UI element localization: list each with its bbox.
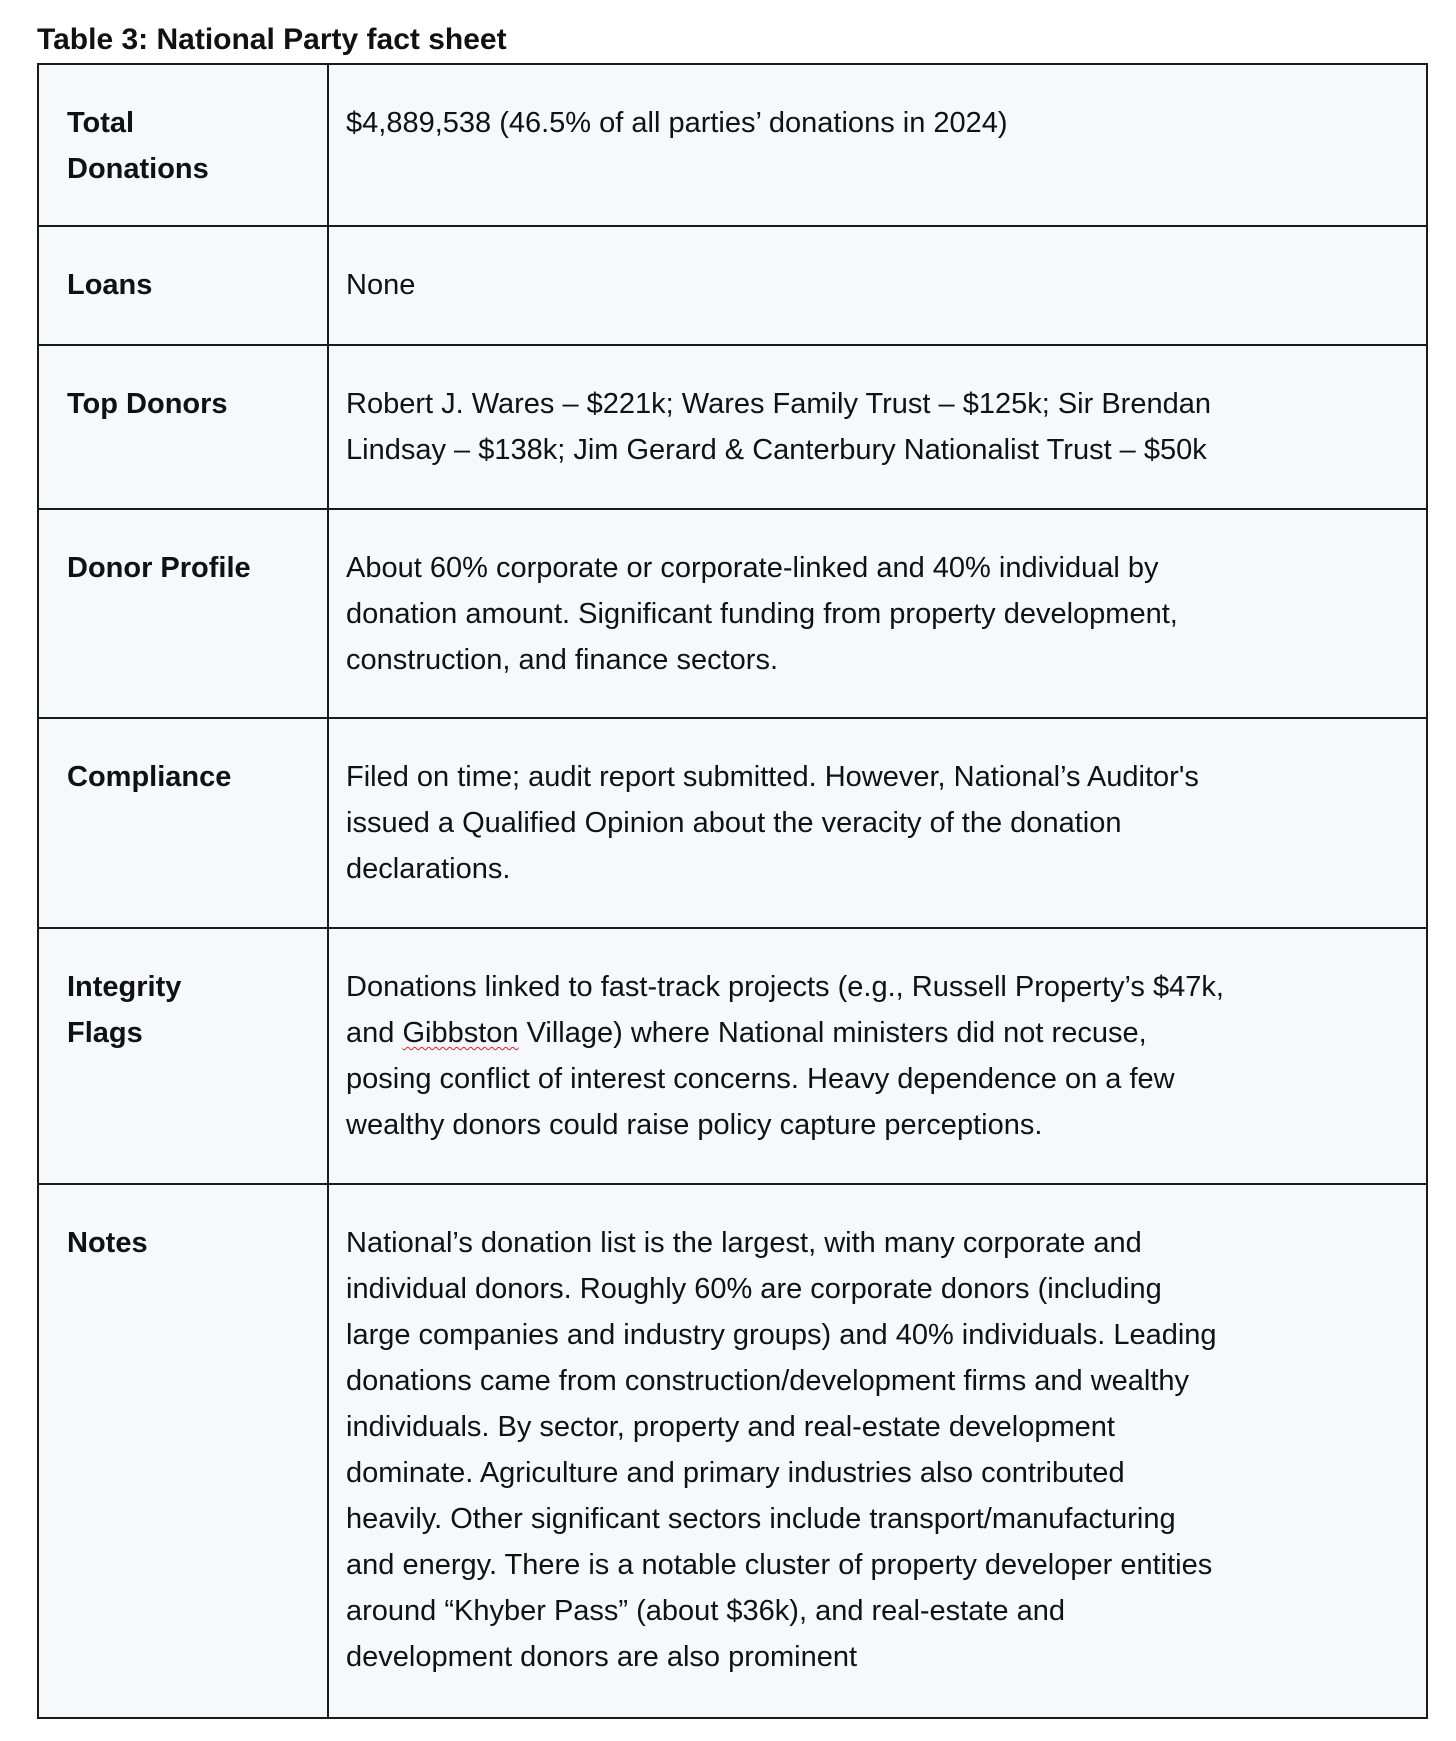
row-value	[328, 345, 1427, 509]
value-line: Lindsay – $138k; Jim Gerard & Canterbury Nationalist Trust – $50k	[346, 434, 1207, 466]
value-line: wealthy donors could raise policy capture perceptions.	[346, 1109, 1043, 1141]
row-label	[38, 928, 328, 1184]
row-label	[38, 1184, 328, 1718]
label-line: Integrity	[67, 971, 182, 1003]
label-line: Notes	[67, 1227, 148, 1259]
row-label	[38, 509, 328, 718]
value-line: $4,889,538 (46.5% of all parties’ donations in 2024)	[346, 107, 1008, 139]
value-line: and energy. There is a notable cluster of property developer entities	[346, 1549, 1213, 1581]
value-text: and	[346, 1017, 403, 1049]
value-line: donation amount. Significant funding from property development,	[346, 598, 1178, 630]
value-line: development donors are also prominent	[346, 1641, 858, 1673]
value-line: posing conflict of interest concerns. Heavy dependence on a few	[346, 1063, 1175, 1095]
table-row-top-donors	[38, 345, 1427, 509]
value-line: large companies and industry groups) and 40% individuals. Leading	[346, 1319, 1217, 1351]
value-line: About 60% corporate or corporate-linked and 40% individual by	[346, 552, 1159, 584]
value-line: heavily. Other significant sectors include transport/manufacturing	[346, 1503, 1176, 1535]
table-row-total-donations	[38, 64, 1427, 226]
label-line: Total	[67, 107, 135, 139]
value-line: Donations linked to fast-track projects (e.g., Russell Property’s $47k,	[346, 971, 1224, 1003]
table-row-integrity-flags	[38, 928, 1427, 1184]
value-line: around “Khyber Pass” (about $36k), and real-estate and	[346, 1595, 1065, 1627]
value-line	[346, 1010, 1426, 1056]
label-line: Donations	[67, 153, 209, 185]
table-row-notes	[38, 1184, 1427, 1718]
value-line: issued a Qualified Opinion about the veracity of the donation	[346, 807, 1122, 839]
value-line: None	[346, 269, 416, 301]
table-row-compliance	[38, 718, 1427, 928]
value-line: dominate. Agriculture and primary industries also contributed	[346, 1457, 1125, 1489]
row-value	[328, 1184, 1427, 1718]
table-row-donor-profile	[38, 509, 1427, 718]
value-line: donations came from construction/development firms and wealthy	[346, 1365, 1190, 1397]
table-title: Table 3: National Party fact sheet	[37, 23, 507, 56]
row-value	[328, 718, 1427, 928]
value-line: individuals. By sector, property and real-estate development	[346, 1411, 1115, 1443]
row-label	[38, 718, 328, 928]
value-text: Village) where National ministers did not recuse,	[518, 1017, 1147, 1049]
value-line: construction, and finance sectors.	[346, 644, 779, 676]
table-row-loans	[38, 226, 1427, 345]
label-line: Donor Profile	[67, 552, 251, 584]
label-line: Loans	[67, 269, 153, 301]
label-line: Top Donors	[67, 388, 228, 420]
value-line: Filed on time; audit report submitted. However, National’s Auditor's	[346, 761, 1199, 793]
row-value	[328, 509, 1427, 718]
value-line: Robert J. Wares – $221k; Wares Family Trust – $125k; Sir Brendan	[346, 388, 1211, 420]
row-label	[38, 64, 328, 226]
row-label	[38, 226, 328, 345]
label-line: Compliance	[67, 761, 232, 793]
value-line: individual donors. Roughly 60% are corporate donors (including	[346, 1273, 1162, 1305]
row-value	[328, 226, 1427, 345]
fact-sheet-table	[37, 63, 1428, 1719]
row-label	[38, 345, 328, 509]
label-line: Flags	[67, 1017, 143, 1049]
row-value	[328, 64, 1427, 226]
spellcheck-flagged-word: Gibbston	[402, 1017, 519, 1049]
row-value	[328, 928, 1427, 1184]
value-line: National’s donation list is the largest, with many corporate and	[346, 1227, 1142, 1259]
value-line: declarations.	[346, 853, 511, 885]
